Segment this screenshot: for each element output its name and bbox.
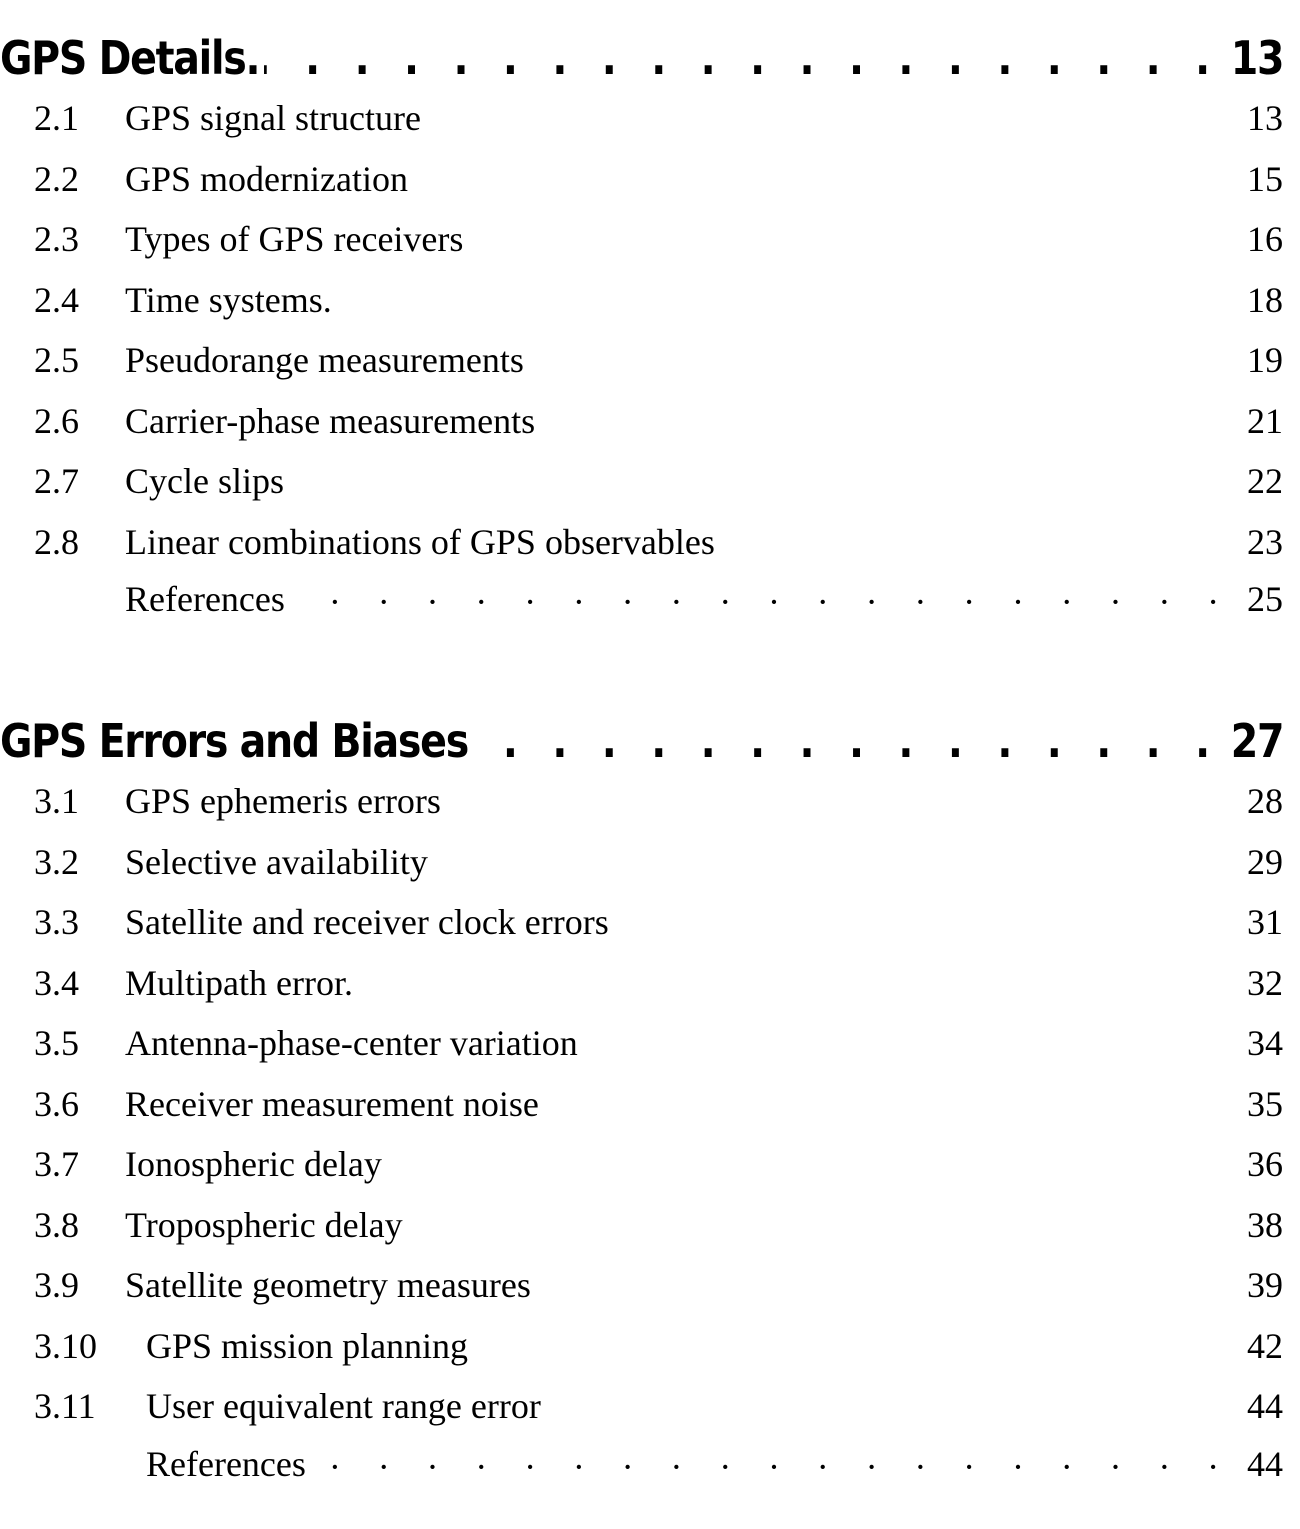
section-title: GPS mission planning — [146, 1325, 469, 1366]
dot-leader — [473, 711, 1220, 757]
page-number: 34 — [1247, 1023, 1283, 1063]
page-number: 19 — [1247, 340, 1283, 380]
page-number: 15 — [1247, 158, 1283, 199]
section-title: GPS modernization — [125, 158, 408, 199]
dot-leader — [467, 215, 1233, 251]
dot-leader — [472, 1322, 1233, 1358]
toc-entry[interactable] — [0, 892, 1283, 953]
section-title: Carrier-phase measurements — [125, 400, 536, 441]
page-number: 23 — [1247, 521, 1283, 562]
section-title: Satellite and receiver clock errors — [125, 902, 609, 942]
section-number: 2.1 — [34, 98, 79, 138]
dot-leader — [289, 575, 1233, 611]
dot-leader — [719, 518, 1233, 554]
section-number: 3.11 — [34, 1386, 96, 1426]
section-title: Satellite geometry measures — [125, 1265, 531, 1305]
dot-leader — [613, 898, 1233, 934]
dot-leader — [582, 1019, 1233, 1055]
dot-leader — [535, 1261, 1233, 1297]
dot-leader — [412, 155, 1233, 191]
chapter-page-number: 27 — [1230, 714, 1284, 768]
toc-entry[interactable] — [0, 953, 1283, 1014]
page-number: 29 — [1247, 841, 1283, 882]
section-title: Cycle slips — [125, 461, 284, 501]
section-number: 2.7 — [34, 461, 79, 501]
page-number: 39 — [1247, 1265, 1283, 1305]
toc-entry[interactable] — [0, 771, 1283, 832]
section-number: 3.3 — [34, 902, 79, 942]
toc-entry[interactable] — [0, 270, 1283, 331]
dot-leader — [264, 28, 1220, 74]
chapter-title: GPS Errors and Biases — [0, 714, 468, 768]
page-number: 35 — [1247, 1083, 1283, 1124]
section-number: 2.2 — [34, 158, 79, 199]
section-title: References — [125, 579, 285, 619]
toc-entry[interactable] — [0, 1316, 1283, 1377]
page-number: 44 — [1247, 1443, 1283, 1484]
section-title: Time systems. — [125, 279, 332, 320]
dot-leader — [545, 1382, 1233, 1418]
toc-entry[interactable] — [0, 512, 1283, 573]
section-number: 3.8 — [34, 1204, 79, 1245]
section-number: 3.5 — [34, 1023, 79, 1063]
section-title: Linear combinations of GPS observables — [125, 521, 715, 562]
section-number: 2.5 — [34, 340, 79, 380]
section-title: References — [146, 1443, 306, 1484]
toc-entry[interactable] — [0, 1074, 1283, 1135]
dot-leader — [386, 1140, 1233, 1176]
toc-entry[interactable] — [0, 832, 1283, 893]
section-number: 2.4 — [34, 279, 79, 320]
section-title: Receiver measurement noise — [125, 1083, 539, 1124]
section-title: Tropospheric delay — [125, 1204, 403, 1245]
section-title: GPS signal structure — [125, 98, 421, 138]
page-number: 42 — [1247, 1325, 1283, 1366]
section-title: Selective availability — [125, 841, 428, 882]
page-number: 16 — [1247, 219, 1283, 259]
toc-entry-references[interactable] — [0, 572, 1283, 627]
page-number: 25 — [1247, 579, 1283, 619]
dot-leader — [432, 838, 1233, 874]
dot-leader — [543, 1080, 1233, 1116]
chapter-heading[interactable] — [0, 711, 1283, 771]
toc-entry[interactable] — [0, 1134, 1283, 1195]
toc-entry[interactable] — [0, 1013, 1283, 1074]
section-title: GPS ephemeris errors — [125, 781, 441, 821]
toc-entry[interactable] — [0, 451, 1283, 512]
dot-leader — [425, 94, 1233, 130]
section-number: 3.2 — [34, 841, 79, 882]
dot-leader — [407, 1201, 1233, 1237]
dot-leader — [310, 1440, 1233, 1476]
page-number: 22 — [1247, 461, 1283, 501]
section-title: Types of GPS receivers — [125, 219, 464, 259]
chapter-title: GPS Details. — [0, 31, 260, 85]
section-number: 2.8 — [34, 521, 79, 562]
section-number: 3.7 — [34, 1144, 79, 1184]
page-number: 28 — [1247, 781, 1283, 821]
section-number: 3.10 — [34, 1325, 97, 1366]
page-number: 31 — [1247, 902, 1283, 942]
toc-entry[interactable] — [0, 1255, 1283, 1316]
toc-entry[interactable] — [0, 1195, 1283, 1256]
dot-leader — [528, 336, 1233, 372]
section-number: 3.9 — [34, 1265, 79, 1305]
page-number: 13 — [1247, 98, 1283, 138]
dot-leader — [445, 777, 1233, 813]
toc-entry[interactable] — [0, 330, 1283, 391]
page-number: 44 — [1247, 1386, 1283, 1426]
chapter-gps-errors-and-biases — [0, 711, 1283, 1492]
section-title: Antenna-phase-center variation — [125, 1023, 578, 1063]
section-title: Ionospheric delay — [125, 1144, 382, 1184]
toc-entry[interactable] — [0, 1376, 1283, 1437]
section-number: 2.3 — [34, 219, 79, 259]
section-title: Pseudorange measurements — [125, 340, 524, 380]
dot-leader — [357, 959, 1233, 995]
section-title: User equivalent range error — [146, 1386, 541, 1426]
chapter-page-number: 13 — [1230, 31, 1284, 85]
section-title: Multipath error. — [125, 962, 353, 1003]
chapter-heading[interactable] — [0, 28, 1283, 88]
section-number: 3.1 — [34, 781, 79, 821]
chapter-gps-details — [0, 28, 1283, 627]
dot-leader — [288, 457, 1233, 493]
toc-entry[interactable] — [0, 88, 1283, 149]
section-number: 3.4 — [34, 962, 79, 1003]
section-number: 2.6 — [34, 400, 79, 441]
toc-entry[interactable] — [0, 149, 1283, 210]
section-number: 3.6 — [34, 1083, 79, 1124]
page-number: 38 — [1247, 1204, 1283, 1245]
toc-entry[interactable] — [0, 209, 1283, 270]
page-number: 32 — [1247, 962, 1283, 1003]
dot-leader — [336, 276, 1233, 312]
page-number: 21 — [1247, 400, 1283, 441]
dot-leader — [539, 397, 1233, 433]
toc-entry[interactable] — [0, 391, 1283, 452]
page-number: 18 — [1247, 279, 1283, 320]
page-number: 36 — [1247, 1144, 1283, 1184]
toc-entry-references[interactable] — [0, 1437, 1283, 1492]
